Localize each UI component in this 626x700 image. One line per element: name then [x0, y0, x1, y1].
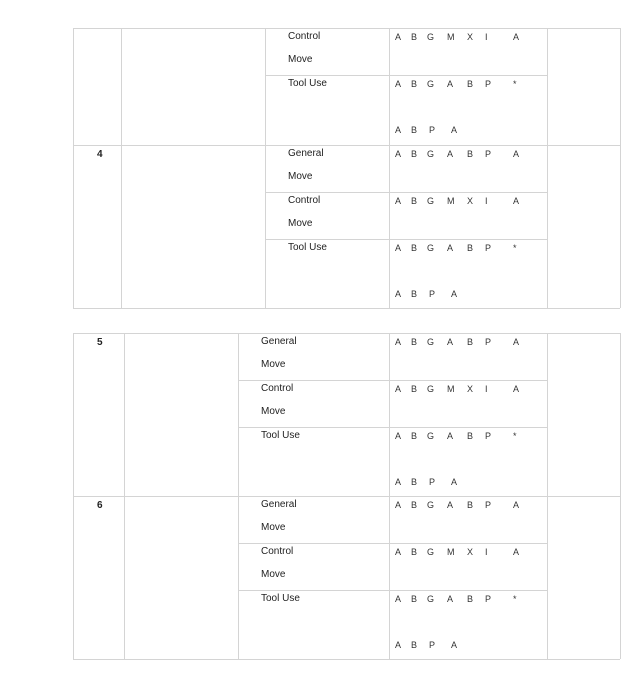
sequence-code: A — [447, 79, 454, 89]
sequence-code: B — [411, 196, 418, 206]
sequence-code: P — [429, 640, 436, 650]
table-border-bottom — [73, 308, 620, 309]
sequence-code: A — [513, 500, 520, 510]
sequence-code: A — [395, 289, 402, 299]
sequence-code: B — [411, 32, 418, 42]
sequence-code: P — [485, 500, 492, 510]
sequence-code: I — [485, 32, 488, 42]
sequence-code: A — [395, 149, 402, 159]
sequence-code: A — [395, 125, 402, 135]
sequence-code: M — [447, 547, 455, 557]
row-number: 4 — [97, 149, 103, 160]
subrow-divider — [238, 380, 547, 381]
sequence-code: P — [429, 477, 436, 487]
sequence-code: G — [427, 337, 435, 347]
sequence-code: A — [395, 32, 402, 42]
sequence-code: A — [395, 500, 402, 510]
sequence-code: I — [485, 384, 488, 394]
sequence-code: A — [513, 547, 520, 557]
sequence-code: G — [427, 547, 435, 557]
sequence-code: A — [395, 431, 402, 441]
sequence-code: A — [447, 431, 454, 441]
sequence-code: A — [451, 125, 458, 135]
sequence-code: B — [467, 594, 474, 604]
sequence-code: A — [395, 79, 402, 89]
row-number: 5 — [97, 337, 103, 348]
sequence-code: * — [513, 243, 517, 253]
sequence-code: B — [467, 79, 474, 89]
subrow-divider — [238, 590, 547, 591]
sequence-code: A — [395, 384, 402, 394]
sequence-code: B — [411, 477, 418, 487]
sequence-code: * — [513, 79, 517, 89]
subrow-divider — [238, 427, 547, 428]
activity-label: Move — [288, 54, 313, 65]
table-border-bottom — [73, 659, 620, 660]
sequence-code: X — [467, 32, 474, 42]
sequence-code: X — [467, 384, 474, 394]
sequence-code: M — [447, 32, 455, 42]
sequence-code: B — [411, 500, 418, 510]
sequence-code: A — [513, 149, 520, 159]
subrow-divider — [265, 192, 547, 193]
sequence-code: A — [395, 594, 402, 604]
activity-label: Control — [261, 546, 294, 557]
sequence-code: G — [427, 431, 435, 441]
sequence-code: A — [395, 243, 402, 253]
sequence-code: A — [451, 640, 458, 650]
sequence-code: A — [395, 337, 402, 347]
sequence-code: A — [395, 477, 402, 487]
sequence-code: M — [447, 384, 455, 394]
sequence-code: A — [447, 337, 454, 347]
activity-label: Control — [288, 31, 321, 42]
column-divider — [265, 28, 266, 308]
activity-label: Move — [261, 359, 286, 370]
sequence-code: G — [427, 79, 435, 89]
sequence-code: G — [427, 594, 435, 604]
sequence-code: P — [429, 289, 436, 299]
sequence-code: B — [467, 431, 474, 441]
sequence-code: B — [411, 243, 418, 253]
activity-label: Move — [261, 569, 286, 580]
subrow-divider — [265, 239, 547, 240]
sequence-code: A — [447, 500, 454, 510]
sequence-code: A — [513, 32, 520, 42]
sequence-code: B — [467, 500, 474, 510]
sequence-code: G — [427, 149, 435, 159]
sequence-code: B — [411, 431, 418, 441]
sequence-code: P — [485, 149, 492, 159]
sequence-code: P — [429, 125, 436, 135]
column-divider — [389, 28, 390, 308]
sequence-code: B — [411, 289, 418, 299]
sequence-code: A — [513, 337, 520, 347]
sequence-code: B — [411, 337, 418, 347]
sequence-code: M — [447, 196, 455, 206]
column-divider — [620, 28, 621, 308]
sequence-code: A — [513, 196, 520, 206]
subrow-divider — [238, 543, 547, 544]
table-border-top — [73, 333, 620, 334]
sequence-code: A — [513, 384, 520, 394]
sequence-code: I — [485, 196, 488, 206]
sequence-code: B — [411, 125, 418, 135]
sequence-code: A — [451, 289, 458, 299]
activity-label: Control — [288, 195, 321, 206]
row-number: 6 — [97, 500, 103, 511]
sequence-code: P — [485, 79, 492, 89]
sequence-code: G — [427, 196, 435, 206]
sequence-code: B — [411, 594, 418, 604]
sequence-code: B — [411, 149, 418, 159]
column-divider — [547, 28, 548, 308]
sequence-code: I — [485, 547, 488, 557]
activity-label: Tool Use — [288, 242, 327, 253]
sequence-code: A — [451, 477, 458, 487]
activity-label: Tool Use — [288, 78, 327, 89]
activity-label: Move — [288, 171, 313, 182]
sequence-code: B — [467, 149, 474, 159]
sequence-code: * — [513, 594, 517, 604]
column-divider — [121, 28, 122, 308]
sequence-code: B — [411, 384, 418, 394]
activity-label: Move — [261, 522, 286, 533]
table-border-top — [73, 28, 620, 29]
sequence-code: P — [485, 243, 492, 253]
column-divider — [73, 28, 74, 308]
subrow-divider — [265, 75, 547, 76]
activity-label: Tool Use — [261, 593, 300, 604]
activity-label: General — [288, 148, 324, 159]
sequence-code: B — [411, 640, 418, 650]
sequence-code: P — [485, 594, 492, 604]
row-divider — [73, 496, 620, 497]
sequence-code: B — [467, 337, 474, 347]
sequence-code: B — [467, 243, 474, 253]
sequence-code: A — [447, 594, 454, 604]
sequence-code: A — [395, 547, 402, 557]
activity-label: Tool Use — [261, 430, 300, 441]
sequence-code: B — [411, 547, 418, 557]
sequence-code: X — [467, 196, 474, 206]
sequence-code: A — [447, 149, 454, 159]
activity-label: General — [261, 336, 297, 347]
sequence-code: A — [395, 196, 402, 206]
activity-label: Control — [261, 383, 294, 394]
column-divider — [620, 333, 621, 659]
sequence-code: G — [427, 243, 435, 253]
sequence-code: X — [467, 547, 474, 557]
sequence-code: A — [395, 640, 402, 650]
sequence-code: G — [427, 500, 435, 510]
sequence-code: G — [427, 384, 435, 394]
sequence-code: A — [447, 243, 454, 253]
activity-label: General — [261, 499, 297, 510]
sequence-code: G — [427, 32, 435, 42]
sequence-code: B — [411, 79, 418, 89]
sequence-code: * — [513, 431, 517, 441]
activity-label: Move — [261, 406, 286, 417]
row-divider — [73, 145, 620, 146]
sequence-code: P — [485, 337, 492, 347]
activity-label: Move — [288, 218, 313, 229]
sequence-code: P — [485, 431, 492, 441]
